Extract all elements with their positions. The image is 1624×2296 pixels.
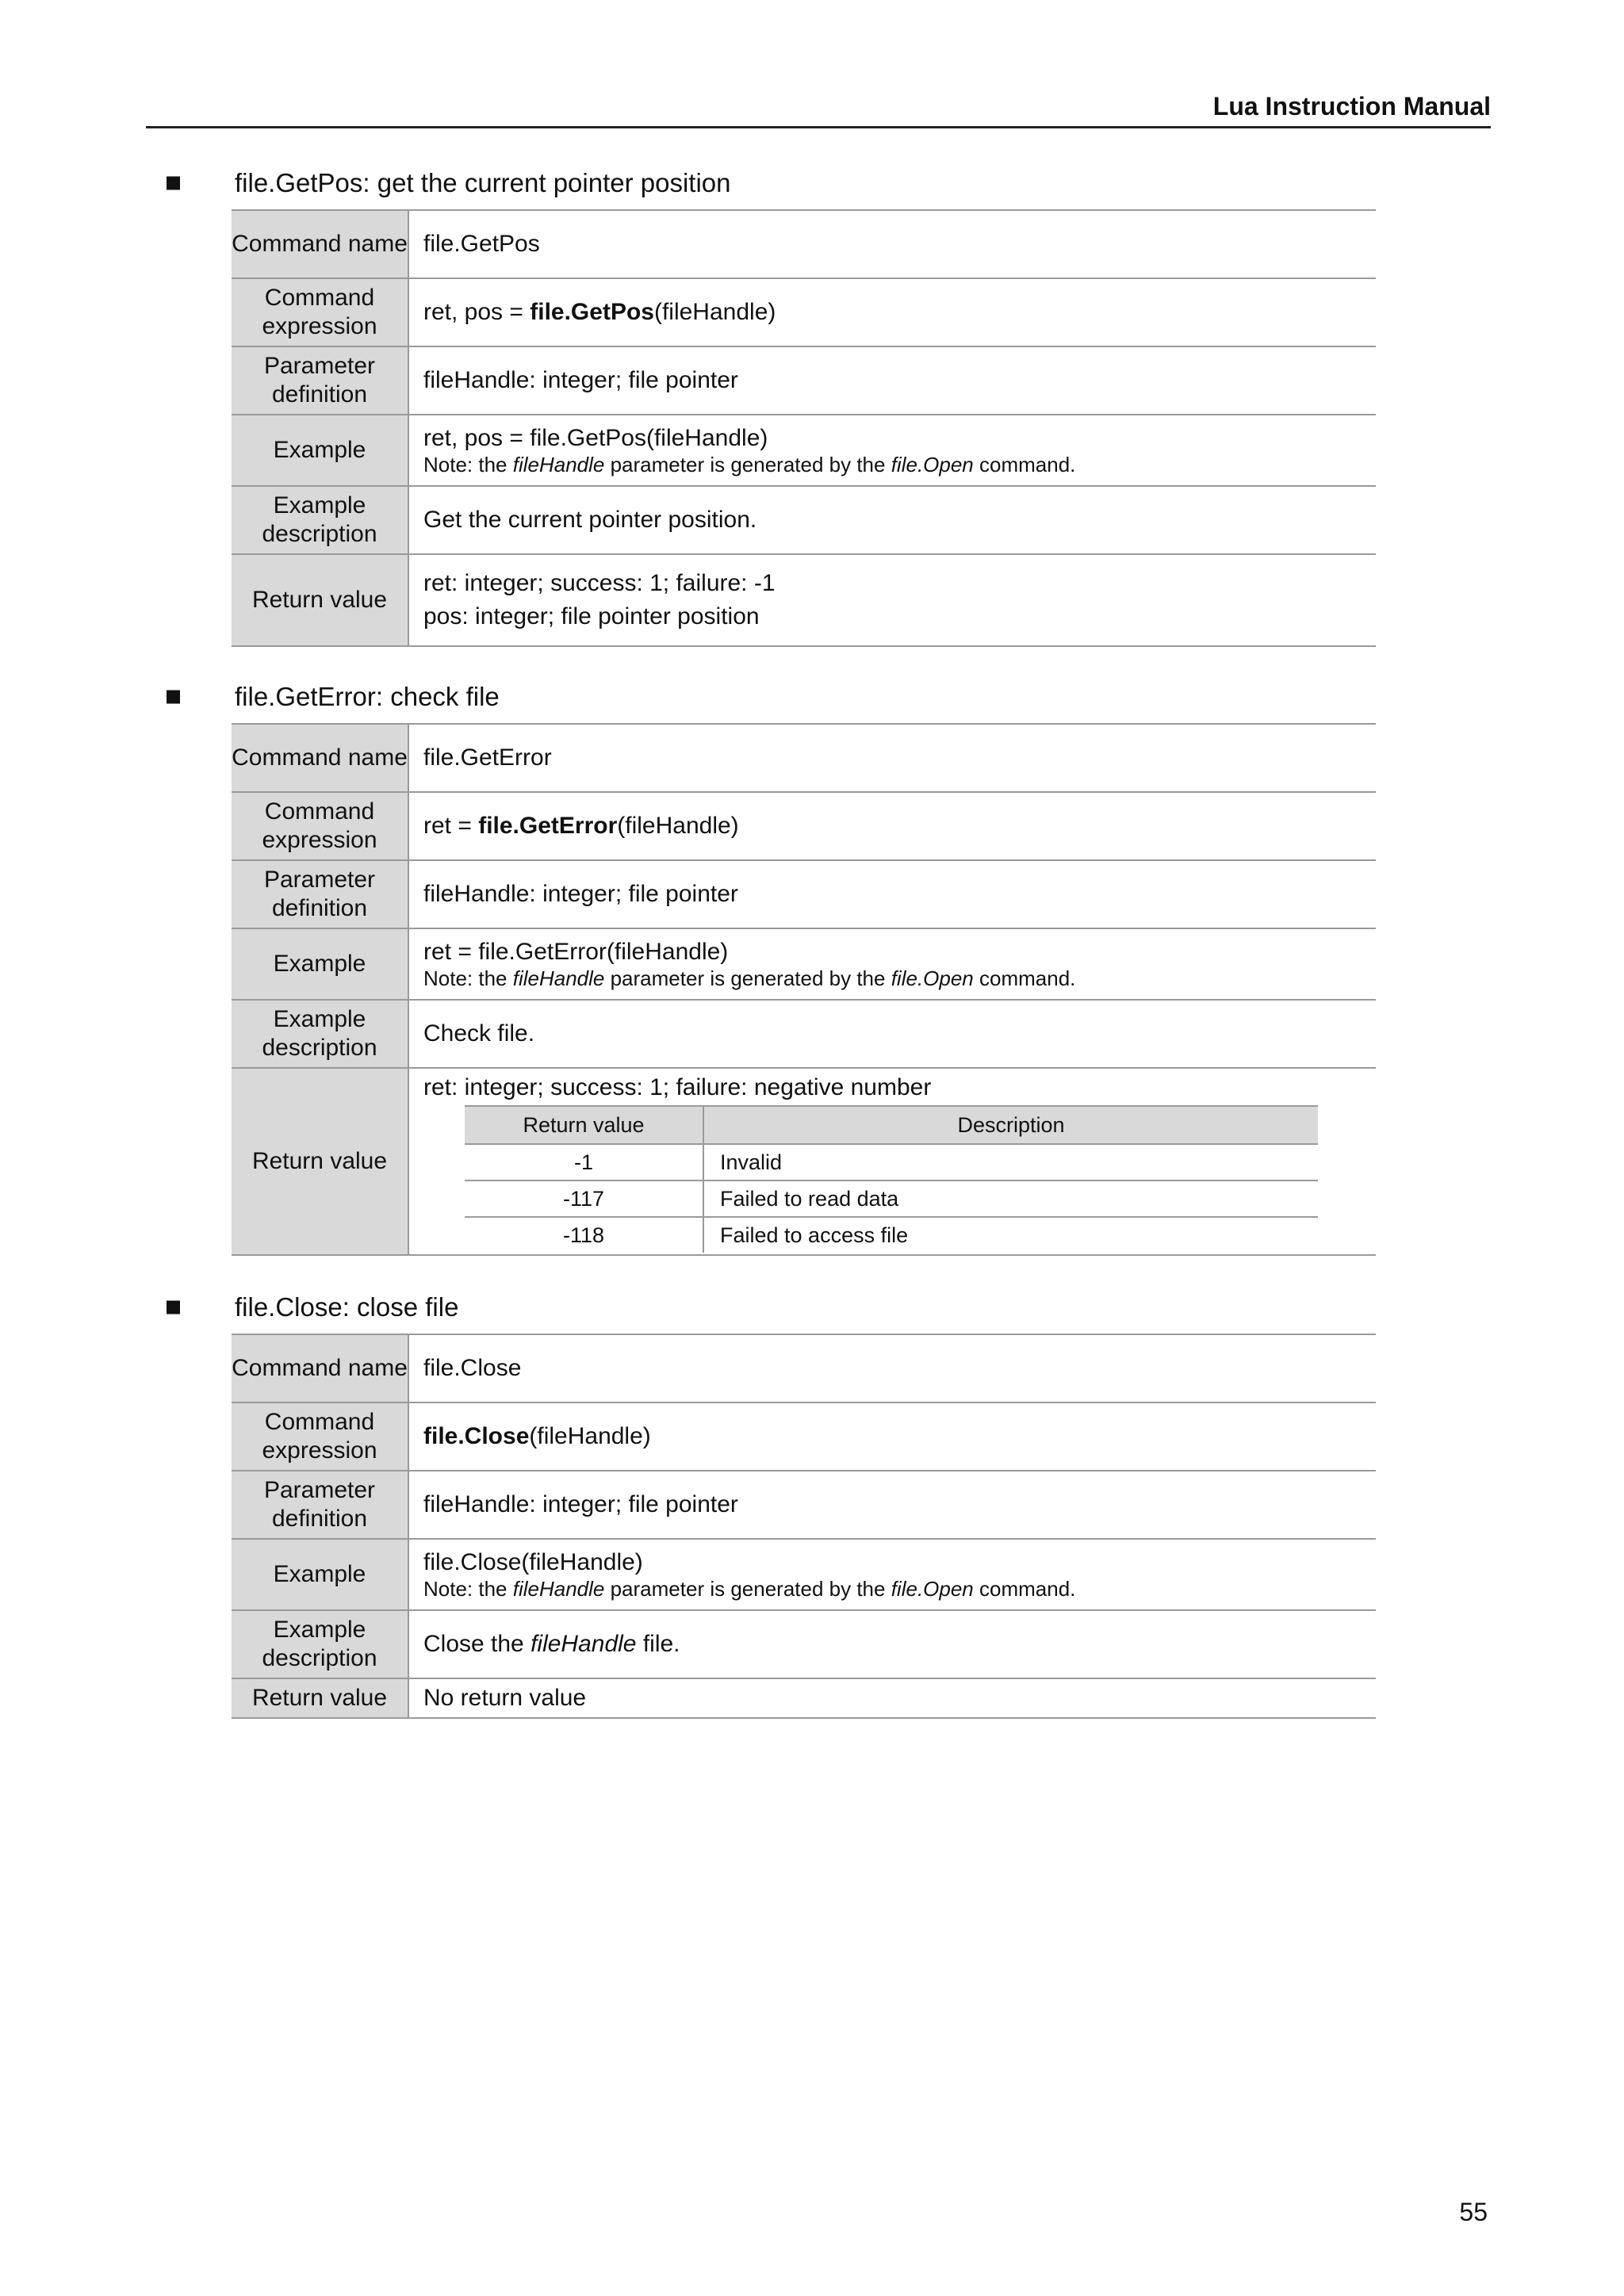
label-return-value: Return value (232, 554, 408, 646)
row-command-expression (232, 792, 1376, 860)
value-command-expression: file.Close(fileHandle) (408, 1402, 1376, 1471)
row-example-description (232, 1000, 1376, 1068)
value-command-name: file.Close (408, 1334, 1376, 1402)
value-command-expression: ret = file.GetError(fileHandle) (408, 792, 1376, 860)
value-parameter-definition: fileHandle: integer; file pointer (408, 346, 1376, 415)
return-line: pos: integer; file pointer position (423, 603, 760, 629)
table-row (465, 1181, 1318, 1217)
page-number: 55 (1459, 2198, 1488, 2226)
document-header-title: Lua Instruction Manual (1212, 92, 1491, 121)
spec-table-getpos (232, 209, 1376, 647)
example-note: Note: the fileHandle parameter is generated by the file.Open command. (423, 966, 1076, 990)
section-title-geterror (235, 682, 500, 712)
return-line: ret: integer; success: 1; failure: negative number (423, 1074, 932, 1100)
row-example (232, 415, 1376, 486)
row-parameter-definition (232, 1471, 1376, 1539)
spec-table-geterror (232, 723, 1376, 1256)
return-code-cell: -117 (465, 1181, 703, 1217)
table-row (465, 1217, 1318, 1253)
example-code: ret, pos = file.GetPos(fileHandle) (423, 425, 768, 451)
section-title-text: file.GetPos: get the current pointer position (235, 168, 731, 197)
value-example-description: Check file. (408, 1000, 1376, 1068)
return-codes-header-row (465, 1106, 1318, 1144)
label-example: Example (232, 415, 408, 486)
example-code: ret = file.GetError(fileHandle) (423, 939, 729, 965)
label-command-name: Command name (232, 1334, 408, 1402)
label-parameter-definition: Parameter definition (232, 1471, 408, 1539)
table-row (465, 1144, 1318, 1181)
row-example-description (232, 1610, 1376, 1678)
column-header-return-value: Return value (465, 1106, 703, 1144)
label-example-description: Example description (232, 1000, 408, 1068)
label-command-expression: Command expression (232, 792, 408, 860)
row-return-value (232, 1068, 1376, 1255)
label-command-expression: Command expression (232, 1402, 408, 1471)
value-command-name: file.GetPos (408, 210, 1376, 278)
label-command-expression: Command expression (232, 278, 408, 346)
value-return-value (408, 554, 1376, 646)
row-example (232, 1539, 1376, 1610)
section-title-close (235, 1292, 458, 1322)
label-parameter-definition: Parameter definition (232, 860, 408, 928)
row-command-expression (232, 278, 1376, 346)
row-command-name (232, 1334, 1376, 1402)
square-bullet-icon (167, 1301, 180, 1314)
value-return-value (408, 1068, 1376, 1255)
label-example: Example (232, 1539, 408, 1610)
label-command-name: Command name (232, 210, 408, 278)
label-parameter-definition: Parameter definition (232, 346, 408, 415)
return-description-cell: Invalid (703, 1144, 1318, 1181)
square-bullet-icon (167, 177, 180, 190)
value-parameter-definition: fileHandle: integer; file pointer (408, 860, 1376, 928)
value-command-expression: ret, pos = file.GetPos(fileHandle) (408, 278, 1376, 346)
section-title-text: file.GetError: check file (235, 682, 500, 711)
value-example (408, 928, 1376, 1000)
row-command-expression (232, 1402, 1376, 1471)
value-example-description: Get the current pointer position. (408, 486, 1376, 554)
row-return-value (232, 554, 1376, 646)
row-example-description (232, 486, 1376, 554)
return-code-cell: -118 (465, 1217, 703, 1253)
section-title-text: file.Close: close file (235, 1292, 459, 1322)
example-note: Note: the fileHandle parameter is generated by the file.Open command. (423, 453, 1076, 476)
row-return-value (232, 1678, 1376, 1718)
square-bullet-icon (167, 691, 180, 704)
return-description-cell: Failed to access file (703, 1217, 1318, 1253)
value-example (408, 415, 1376, 486)
column-header-description: Description (703, 1106, 1318, 1144)
section-title-getpos (235, 168, 731, 198)
row-command-name (232, 210, 1376, 278)
label-return-value: Return value (232, 1068, 408, 1255)
label-example-description: Example description (232, 1610, 408, 1678)
value-parameter-definition: fileHandle: integer; file pointer (408, 1471, 1376, 1539)
return-description-cell: Failed to read data (703, 1181, 1318, 1217)
label-example: Example (232, 928, 408, 1000)
row-command-name (232, 724, 1376, 792)
label-example-description: Example description (232, 486, 408, 554)
value-command-name: file.GetError (408, 724, 1376, 792)
return-codes-table (465, 1105, 1318, 1253)
header-rule (146, 126, 1491, 128)
label-command-name: Command name (232, 724, 408, 792)
value-return-value: No return value (408, 1678, 1376, 1718)
label-return-value: Return value (232, 1678, 408, 1718)
return-line: ret: integer; success: 1; failure: -1 (423, 570, 776, 596)
example-note: Note: the fileHandle parameter is generated by the file.Open command. (423, 1577, 1076, 1601)
example-code: file.Close(fileHandle) (423, 1549, 643, 1575)
row-parameter-definition (232, 346, 1376, 415)
row-parameter-definition (232, 860, 1376, 928)
spec-table-close (232, 1334, 1376, 1719)
row-example (232, 928, 1376, 1000)
value-example-description: Close the fileHandle file. (408, 1610, 1376, 1678)
return-code-cell: -1 (465, 1144, 703, 1181)
value-example (408, 1539, 1376, 1610)
